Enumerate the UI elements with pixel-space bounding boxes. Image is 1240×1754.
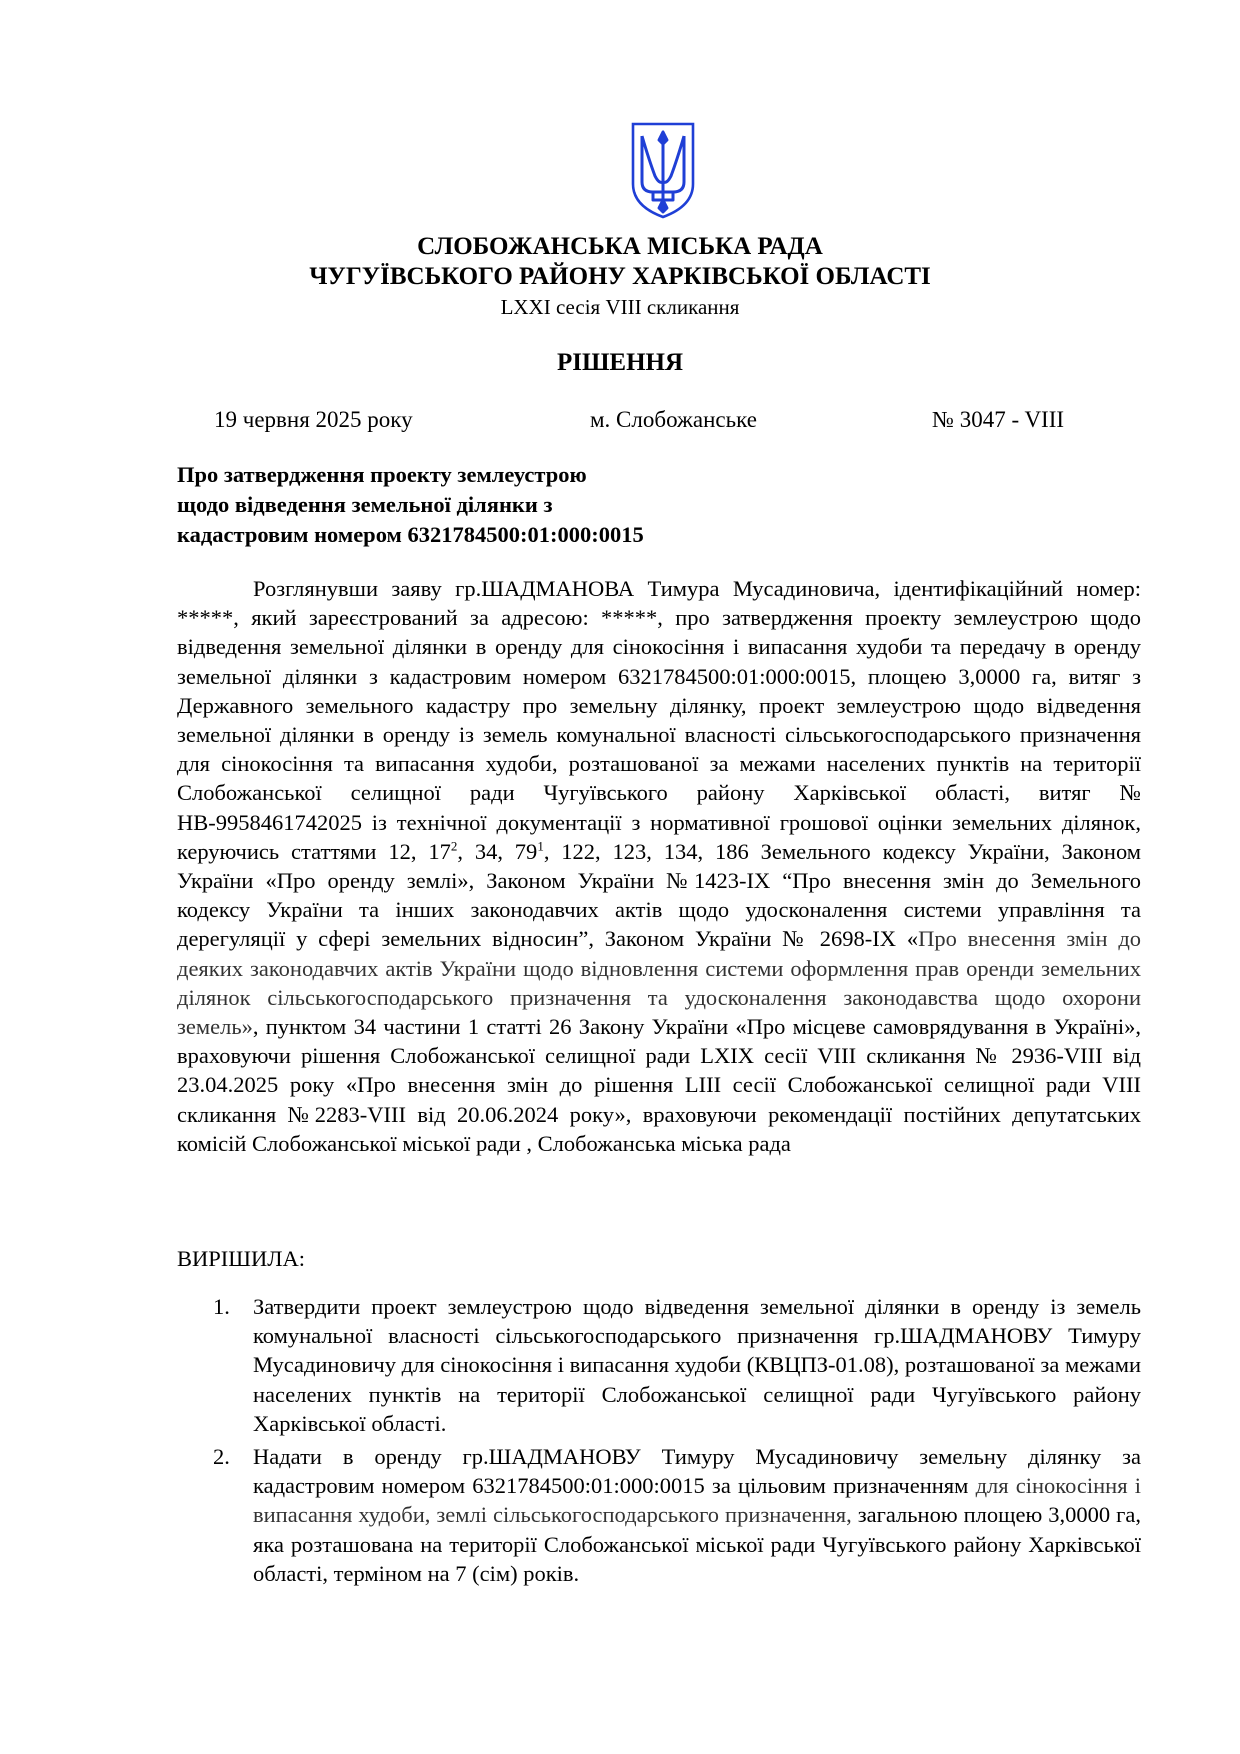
subject-line: щодо відведення земельної ділянки з bbox=[177, 492, 553, 517]
subject-line: Про затвердження проекту землеустрою bbox=[177, 462, 587, 487]
decision-number: № 3047 - VIII bbox=[932, 407, 1065, 432]
item-text: Надати в оренду гр.ШАДМАНОВУ Тимуру Мусадиновичу земельну ділянку за кадастровим номером 6321784500:01:000:0015 за цільовим призначенням bbox=[253, 1444, 1141, 1499]
list-item bbox=[177, 1292, 1141, 1438]
preamble-paragraph bbox=[177, 574, 1141, 1158]
preamble-quote: Про внесення змін до деяких законодавчих актів України щодо відновлення системи оформлення прав оренди земельних ділянок сільськогосподарського призначення та удосконалення законодавства щодо охорони земель» bbox=[177, 926, 1142, 1040]
document-title: РІШЕННЯ bbox=[556, 349, 684, 376]
item-text: Затвердити проект землеустрою щодо відведення земельної ділянки в оренду із земель комунальної власності сільськогосподарського призначення гр.ШАДМАНОВУ Тимуру Мусадиновичу для сінокосіння і випасання худоби (КВЦПЗ-01.08), розташованої за межами населених пунктів на території Слобожанської селищної ради Чугуївського району Харківської області. bbox=[253, 1294, 1141, 1436]
superscript: 1 bbox=[537, 838, 544, 854]
superscript: 2 bbox=[450, 838, 458, 854]
subject-line: кадастровим номером 6321784500:01:000:0015 bbox=[177, 522, 644, 547]
council-name: СЛОБОЖАНСЬКА МІСЬКА РАДА bbox=[417, 233, 823, 260]
decision-items bbox=[177, 1292, 1141, 1592]
decision-subject bbox=[177, 460, 697, 550]
preamble-text: , 34, 79 bbox=[457, 838, 538, 864]
list-item bbox=[177, 1442, 1141, 1588]
session-label: LXXI сесія VIII скликання bbox=[500, 295, 740, 319]
district-name: ЧУГУЇВСЬКОГО РАЙОНУ ХАРКІВСЬКОЇ ОБЛАСТІ bbox=[309, 263, 931, 290]
preamble-text: , 122, 123, 134, 186 Земельного кодексу України, Законом України «Про оренду землі», Законом України №1423-ІХ “Про внесення змін до Земельного кодексу України та інших законодавчих актів щодо удосконалення системи управління та дерегуляції у сфері земельних відносин”, Законом України № 2698-ІХ « bbox=[177, 838, 1142, 952]
preamble-text: , пунктом 34 частини 1 статті 26 Закону України «Про місцеве самоврядування в Україні», враховуючи рішення Слобожанської селищної ради LXIX сесії VIII скликання № 2936-VIII від 23.04.2025 року «Про внесення змін до рішення LIII сесії Слобожанської селищної ради VIII скликання №2283-VIII від 20.06.2024 року», враховуючи рекомендації постійних депутатських комісій Слобожанської міської ради , Слобожанська міська рада bbox=[177, 1014, 1141, 1156]
item-number: 1. bbox=[213, 1294, 230, 1319]
preamble-text: Розглянувши заяву гр.ШАДМАНОВА Тимура Мусадиновича, ідентифікаційний номер: *****, який зареєстрований за адресою: *****, про затвердження проекту землеустрою щодо відведення земельної ділянки в оренду для сінокосіння і випасання худоби та передачу в оренду земельної ділянки з кадастровим номером 6321784500:01:000:0015, площею 3,0000 га, витяг з Державного земельного кадастру про земельну ділянку, проект землеустрою щодо відведення земельної ділянки в оренду із земель комунальної власності сільськогосподарського призначення для сінокосіння та випасання худоби, розташованої за межами населених пунктів на території Слобожанської селищної ради Чугуївського району Харківської області, витяг № НВ-9958461742025 із технічної документації з нормативної грошової оцінки земельних ділянок, керуючись статтями 12, 17 bbox=[177, 576, 1141, 864]
trident-coat-of-arms-icon bbox=[629, 120, 697, 220]
item-text-purpose: для сінокосіння і випасання худоби, землі сільськогосподарського призначення, bbox=[253, 1473, 1141, 1528]
decided-heading: ВИРІШИЛА: bbox=[177, 1246, 305, 1271]
decision-place: м. Слобожанське bbox=[590, 407, 757, 432]
decision-date: 19 червня 2025 року bbox=[214, 407, 413, 432]
item-number: 2. bbox=[213, 1444, 230, 1470]
item-text: загальною площею 3,0000 га, яка розташована на території Слобожанської міської ради Чугуївського району Харківської області, терміном на 7 (сім) років. bbox=[253, 1502, 1142, 1586]
